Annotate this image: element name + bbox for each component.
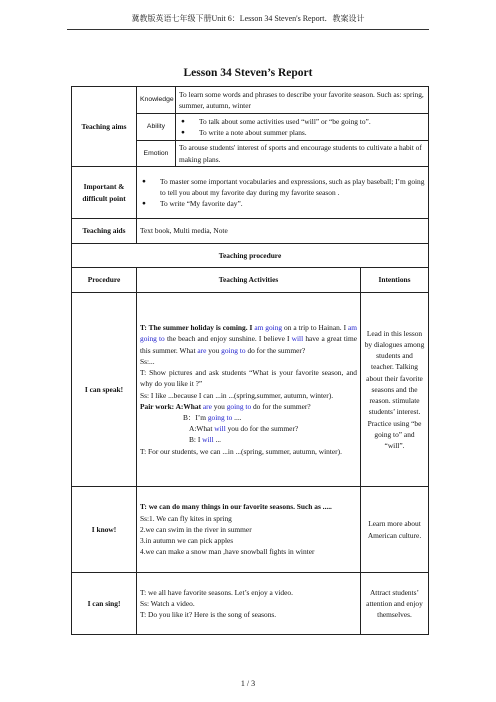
know-activities <box>137 487 361 573</box>
aims-label: Teaching aims <box>72 87 137 167</box>
procedure-title: Teaching procedure <box>72 244 429 268</box>
speak-intent: Lead in this lesson by dialogues among students and teacher. Talking about their favorite seasons and the reason. stimulate students’ interest. Practice using “be going to” and “will”. <box>361 293 429 487</box>
know-intent: Learn more about American culture. <box>361 487 429 573</box>
important-list <box>137 167 429 219</box>
col-procedure: Procedure <box>72 268 137 293</box>
emotion-text: To arouse students' interest of sports and encourage students to cultivate a habit of making plans. <box>176 141 429 167</box>
know-line: 3.in autumn we can pick apples <box>140 536 234 546</box>
ability-list <box>176 114 429 141</box>
know-line: T: we can do many things in our favorite seasons. Such as ..... <box>140 502 332 512</box>
speak-activities <box>137 293 361 487</box>
emotion-label: Emotion <box>137 141 176 167</box>
important-item: ● To write “My favorite day”. <box>140 198 425 209</box>
sing-intent: Attract students’ attention and enjoy themselves. <box>361 573 429 635</box>
know-name: I know! <box>72 487 137 573</box>
important-label: Important & difficult point <box>72 167 137 219</box>
ability-label: Ability <box>137 114 176 141</box>
ability-item: ● To talk about some activities used “will” or “be going to”. <box>179 116 425 127</box>
aids-label: Teaching aids <box>72 219 137 244</box>
know-line: Ss:1. We can fly kites in spring <box>140 513 232 523</box>
lesson-title: Lesson 34 Steven’s Report <box>183 67 313 79</box>
sing-activities <box>137 573 361 635</box>
header-divider <box>67 29 429 30</box>
aids-text: Text book, Multi media, Note <box>137 219 429 244</box>
pair-work-a: Pair work: A:What are you going to do for the summer? <box>140 401 311 411</box>
teacher-question: T: Show pictures and ask students “What is your favorite season, and why do you like it ?” <box>140 368 357 389</box>
speak-name: I can speak! <box>72 293 137 487</box>
students-answer: Ss: I like ...because I can ...in ...(spring,summer, autumn, winter). <box>140 390 334 400</box>
sing-line: Ss: Watch a video. <box>140 598 195 608</box>
important-item: ● To master some important vocabularies and expressions, such as play baseball; I’m going to tell you about my favorite day during my favorite season . <box>140 176 425 198</box>
sing-line: T: we all have favorite seasons. Let’s enjoy a video. <box>140 587 293 597</box>
pair-work-b: B：I’m going to .... <box>183 412 242 422</box>
know-line: 2.we can swim in the river in summer <box>140 524 252 534</box>
pair-work-d: B: I will ... <box>189 435 222 445</box>
lesson-plan-table <box>71 86 429 635</box>
col-intentions: Intentions <box>361 268 429 293</box>
sing-name: I can sing! <box>72 573 137 635</box>
students-reply: Ss:... <box>140 356 155 366</box>
teacher-summary: T: For our students, we can ...in ...(spring, summer, autumn, winter). <box>140 446 342 456</box>
ability-item: ● To write a note about summer plans. <box>179 127 425 138</box>
know-line: 4.we can make a snow man ,have snowball fights in winter <box>140 547 315 557</box>
page-header: 冀教版英语七年级下册Unit 6：Lesson 34 Steven's Report．教案设计 <box>131 14 365 23</box>
col-activities: Teaching Activities <box>137 268 361 293</box>
knowledge-label: Knowledge <box>137 87 176 114</box>
page-number: 1 / 3 <box>240 679 256 688</box>
teacher-intro: T: The summer holiday is coming. I am going on a trip to Hainan. I am going to the beach and enjoy sunshine. I believe I will have a great time this summer. What are you going to do for the summer? <box>140 323 357 355</box>
pair-work-c: A:What will you do for the summer? <box>189 424 299 434</box>
knowledge-text: To learn some words and phrases to describe your favorite season. Such as: spring, summer, autumn, winter <box>176 87 429 114</box>
sing-line: T: Do you like it? Here is the song of seasons. <box>140 610 277 620</box>
